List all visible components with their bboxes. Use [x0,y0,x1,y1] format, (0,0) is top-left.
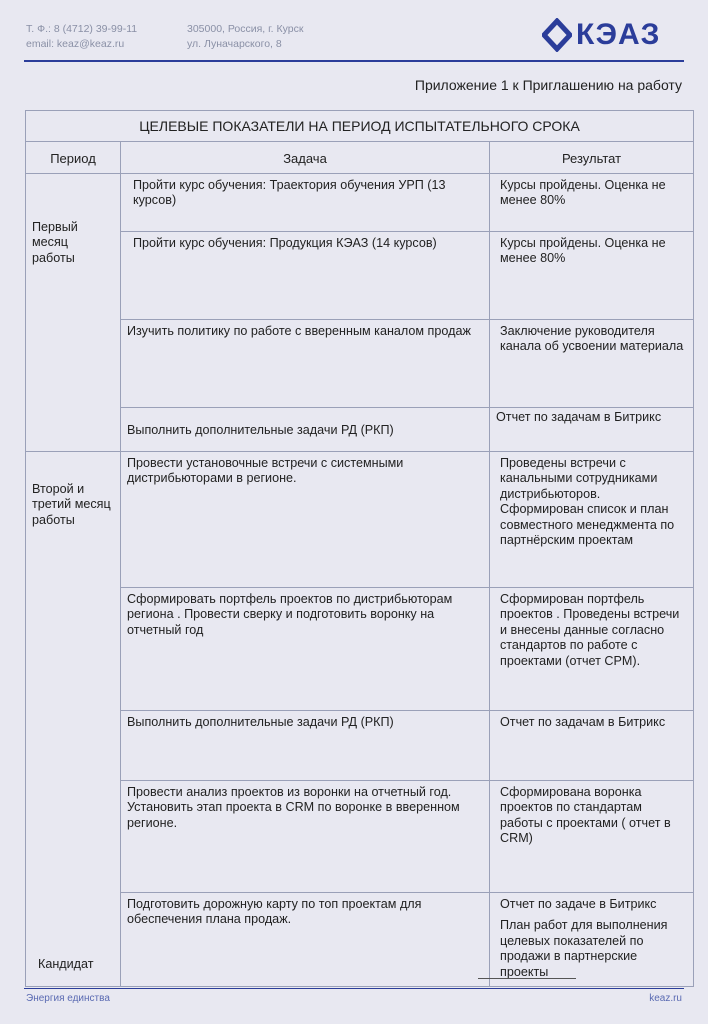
table-row [26,587,694,710]
col-header-period: Период [26,142,121,174]
result-cell: Сформирован портфель проектов . Проведены встречи и внесены данные согласно стандартов по работе с проектами (отчет CPM). [490,587,694,710]
header-address [187,22,303,52]
period-first-month [26,173,121,451]
table-row [26,892,694,986]
footer-divider [24,988,684,989]
col-header-task: Задача [121,142,490,174]
header-divider [24,60,684,62]
footer-site: keaz.ru [649,993,682,1004]
footer-slogan: Энергия единства [26,993,110,1004]
task-cell: Пройти курс обучения: Продукция КЭАЗ (14 курсов) [121,231,490,319]
candidate-label: Кандидат [38,956,94,971]
header-email: email: keaz@keaz.ru [26,38,125,50]
col-header-result: Результат [490,142,694,174]
targets-table [25,110,694,987]
table-row [26,319,694,407]
table-header-row [26,142,694,174]
logo-mark-icon [542,18,572,52]
task-cell: Пройти курс обучения: Траектория обучения УРП (13 курсов) [121,173,490,231]
result-cell: Отчет по задачам в Битрикс [490,710,694,780]
period-second-third-month [26,451,121,986]
address-line2: ул. Луначарского, 8 [187,38,282,50]
header-phone: Т. Ф.: 8 (4712) 39-99-11 [26,23,138,35]
task-cell: Выполнить дополнительные задачи РД (РКП) [121,710,490,780]
table-row [26,780,694,892]
task-cell: Изучить политику по работе с вверенным каналом продаж [121,319,490,407]
result-cell [490,892,694,986]
address-line1: 305000, Россия, г. Курск [187,23,304,35]
result-cell: Отчет по задачам в Битрикс [490,407,694,451]
task-cell: Провести анализ проектов из воронки на отчетный год. Установить этап проекта в CRM по воронке в вверенном регионе. [121,780,490,892]
task-cell: Подготовить дорожную карту по топ проектам для обеспечения плана продаж. [121,892,490,986]
table-row [26,407,694,451]
result-cell: Проведены встречи с канальными сотрудниками дистрибьюторов. Сформирован список и план совместного менеджмента по партнёрским проектам [490,451,694,587]
table-row [26,231,694,319]
table-row [26,173,694,231]
header-contacts [26,22,137,52]
task-cell: Выполнить дополнительные задачи РД (РКП) [121,407,490,451]
table-title: ЦЕЛЕВЫЕ ПОКАЗАТЕЛИ НА ПЕРИОД ИСПЫТАТЕЛЬНОГО СРОКА [26,111,694,142]
company-logo [542,18,684,52]
logo-text: КЭАЗ [576,18,661,51]
result-cell: Курсы пройдены. Оценка не менее 80% [490,173,694,231]
task-cell: Провести установочные встречи с системными дистрибьюторами в регионе. [121,451,490,587]
period2-label: Второй и третий месяц работы [32,481,111,527]
task-cell: Сформировать портфель проектов по дистрибьюторам региона . Провести сверку и подготовить воронку на отчетный год [121,587,490,710]
table-row [26,710,694,780]
appendix-title: Приложение 1 к Приглашению на работу [414,77,682,93]
period1-label: Первый месяц работы [32,219,78,265]
result-cell: Сформирована воронка проектов по стандартам работы с проектами ( отчет в CRM) [490,780,694,892]
result-cell: Заключение руководителя канала об усвоении материала [490,319,694,407]
table-row [26,451,694,587]
result-cell: Курсы пройдены. Оценка не менее 80% [490,231,694,319]
result-line1: Отчет по задаче в Битрикс [500,896,657,911]
result-line2: План работ для выполнения целевых показателей по продажи в партнерские проекты [500,918,668,979]
signature-line [478,978,576,979]
